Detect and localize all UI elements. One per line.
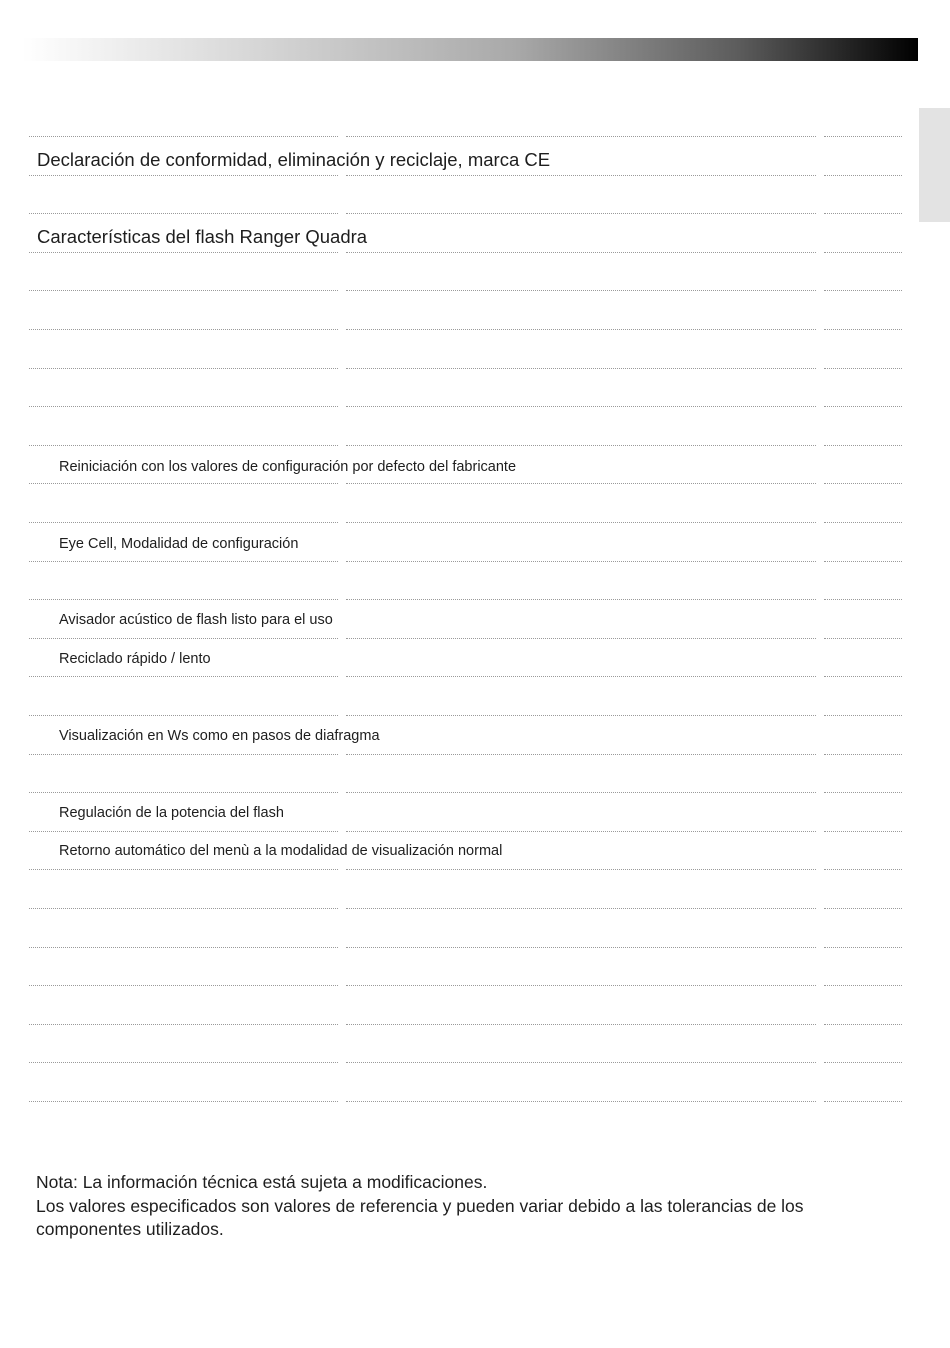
dotted-leader	[824, 175, 902, 176]
dotted-leader	[346, 290, 816, 291]
dotted-leader	[824, 213, 902, 214]
dotted-leader	[346, 483, 816, 484]
dotted-leader	[824, 985, 902, 986]
dotted-leader	[824, 136, 902, 137]
dotted-leader	[824, 483, 902, 484]
dotted-leader	[346, 213, 816, 214]
header-gradient-bar	[22, 38, 918, 61]
dotted-leader	[824, 754, 902, 755]
dotted-leader	[824, 638, 902, 639]
dotted-leader	[824, 831, 902, 832]
dotted-leader	[346, 368, 816, 369]
dotted-leader	[29, 638, 338, 639]
dotted-leader	[346, 754, 816, 755]
toc-entry-caracteristicas[interactable]: Características del flash Ranger Quadra	[37, 226, 368, 247]
toc-entry-retorno[interactable]: Retorno automático del menù a la modalidad de visualización normal	[59, 843, 503, 859]
dotted-leader	[346, 676, 816, 677]
dotted-leader	[346, 638, 816, 639]
dotted-leader	[29, 715, 338, 716]
dotted-leader	[824, 1101, 902, 1102]
dotted-leader	[29, 290, 338, 291]
dotted-leader	[346, 831, 816, 832]
dotted-leader	[29, 136, 338, 137]
note-line-1: Nota: La información técnica está sujeta a modificaciones.	[36, 1172, 488, 1192]
dotted-leader	[346, 329, 816, 330]
dotted-leader	[346, 252, 816, 253]
dotted-leader	[29, 213, 338, 214]
dotted-leader	[824, 406, 902, 407]
dotted-leader	[346, 1101, 816, 1102]
dotted-leader	[824, 522, 902, 523]
dotted-leader	[29, 908, 338, 909]
dotted-leader	[29, 869, 338, 870]
toc-entry-regulacion[interactable]: Regulación de la potencia del flash	[59, 805, 284, 821]
dotted-leader	[29, 1101, 338, 1102]
dotted-leader	[824, 1024, 902, 1025]
dotted-leader	[824, 599, 902, 600]
dotted-leader	[824, 561, 902, 562]
dotted-leader	[29, 831, 338, 832]
toc-entry-reiniciacion[interactable]: Reiniciación con los valores de configuración por defecto del fabricante	[59, 459, 517, 475]
dotted-leader	[29, 985, 338, 986]
dotted-leader	[29, 792, 338, 793]
dotted-leader	[29, 754, 338, 755]
dotted-leader	[824, 368, 902, 369]
dotted-leader	[29, 252, 338, 253]
dotted-leader	[824, 445, 902, 446]
dotted-leader	[29, 676, 338, 677]
dotted-leader	[346, 985, 816, 986]
dotted-leader	[824, 290, 902, 291]
toc-entry-reciclado[interactable]: Reciclado rápido / lento	[59, 651, 211, 667]
dotted-leader	[29, 175, 338, 176]
dotted-leader	[824, 1062, 902, 1063]
dotted-leader	[346, 445, 816, 446]
dotted-leader	[346, 908, 816, 909]
toc-entry-declaracion[interactable]: Declaración de conformidad, eliminación y reciclaje, marca CE	[37, 149, 551, 170]
side-tab-marker	[919, 108, 950, 222]
dotted-leader	[346, 869, 816, 870]
dotted-leader	[346, 599, 816, 600]
toc-entry-eye-cell[interactable]: Eye Cell, Modalidad de configuración	[59, 536, 299, 552]
dotted-leader	[346, 947, 816, 948]
dotted-leader	[346, 1062, 816, 1063]
dotted-leader	[824, 947, 902, 948]
technical-note	[36, 1171, 856, 1242]
dotted-leader	[29, 561, 338, 562]
note-line-2: Los valores especificados son valores de referencia y pueden variar debido a las tolerancias de los	[36, 1195, 804, 1216]
dotted-leader	[346, 406, 816, 407]
dotted-leader	[824, 908, 902, 909]
dotted-leader	[346, 561, 816, 562]
dotted-leader	[29, 522, 338, 523]
dotted-leader	[346, 522, 816, 523]
dotted-leader	[346, 136, 816, 137]
dotted-leader	[29, 1062, 338, 1063]
dotted-leader	[29, 445, 338, 446]
dotted-leader	[29, 1024, 338, 1025]
dotted-leader	[824, 792, 902, 793]
dotted-leader	[824, 252, 902, 253]
note-line-3: componentes utilizados.	[36, 1219, 224, 1239]
dotted-leader	[346, 1024, 816, 1025]
dotted-leader	[29, 599, 338, 600]
dotted-leader	[346, 715, 816, 716]
dotted-leader	[824, 869, 902, 870]
toc-entry-visualizacion[interactable]: Visualización en Ws como en pasos de diafragma	[59, 728, 380, 744]
toc-entry-avisador[interactable]: Avisador acústico de flash listo para el uso	[59, 612, 333, 628]
dotted-leader	[346, 792, 816, 793]
dotted-leader	[824, 676, 902, 677]
dotted-leader	[346, 175, 816, 176]
dotted-leader	[29, 368, 338, 369]
dotted-leader	[29, 406, 338, 407]
dotted-leader	[824, 715, 902, 716]
dotted-leader	[29, 483, 338, 484]
dotted-leader	[29, 329, 338, 330]
dotted-leader	[29, 947, 338, 948]
dotted-leader	[824, 329, 902, 330]
